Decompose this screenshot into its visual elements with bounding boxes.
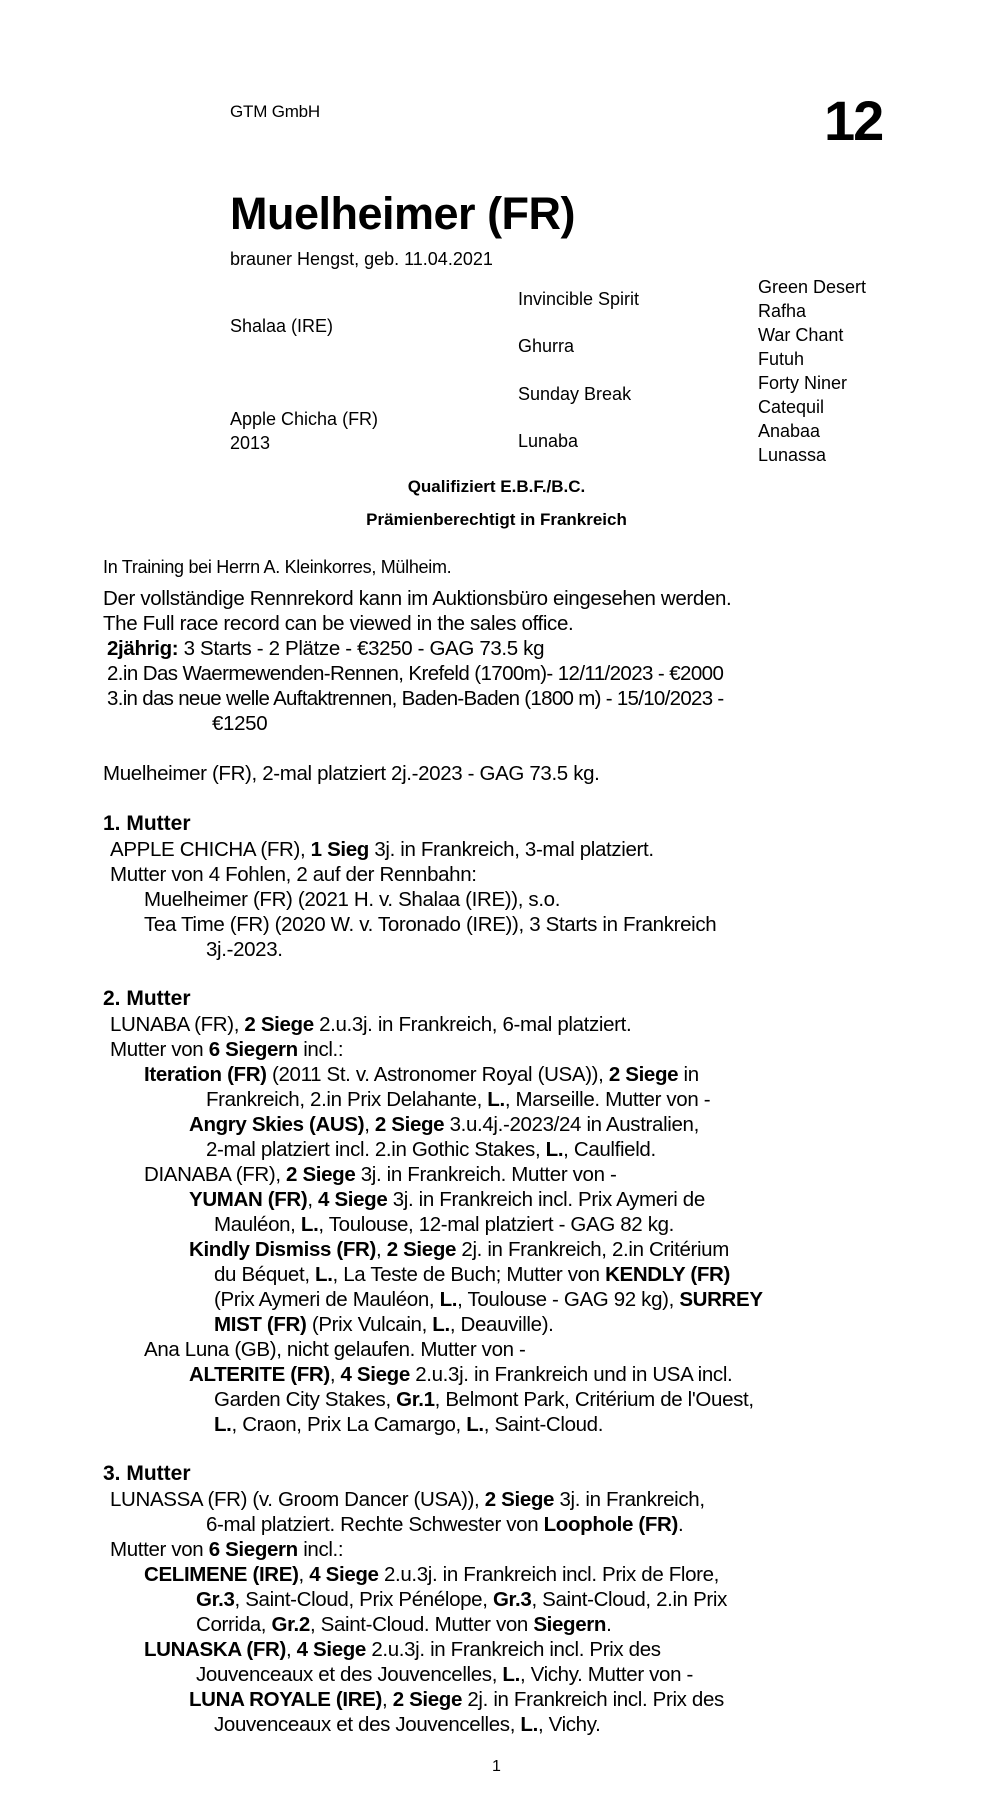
text-run: 2j. in Frankreich incl. Prix des	[462, 1688, 724, 1711]
bold-text-run: L.	[502, 1663, 520, 1686]
pedigree-text-line	[144, 1338, 526, 1362]
pedigree-text-line	[189, 1688, 724, 1712]
bold-text-run: 2 Siege	[374, 1113, 445, 1136]
text-run: ,	[285, 1638, 297, 1661]
pedigree-great-grandparent: Anabaa	[758, 421, 821, 441]
text-run: Ana Luna (GB), nicht gelaufen. Mutter von -	[144, 1338, 526, 1361]
pedigree-great-grandparent: Catequil	[758, 397, 825, 417]
text-run: ,	[298, 1563, 310, 1586]
text-run: ,	[376, 1238, 387, 1261]
pedigree-text-line	[214, 1313, 554, 1337]
text-run: incl.:	[297, 1038, 344, 1061]
pedigree-text-line	[189, 1188, 705, 1212]
text-run: Jouvenceaux et des Jouvencelles,	[214, 1713, 521, 1736]
bold-text-run: LUNASKA (FR)	[144, 1638, 286, 1661]
pedigree-text-line	[206, 1513, 683, 1537]
pedigree-text-line	[144, 1638, 661, 1662]
text-run: Mauléon,	[214, 1213, 301, 1236]
text-run: 2j. in Frankreich, 2.in Critérium	[456, 1238, 729, 1261]
bold-text-run: Siegern	[533, 1613, 607, 1636]
pedigree-great-grandparent: Futuh	[758, 349, 805, 369]
pedigree-text-line	[206, 1138, 656, 1162]
section-heading: 3. Mutter	[103, 1462, 191, 1485]
text-run: LUNASSA (FR) (v. Groom Dancer (USA)),	[110, 1488, 485, 1511]
text-run: , Saint-Cloud. Mutter von	[309, 1613, 534, 1636]
bold-text-run: 2 Siege	[286, 1163, 356, 1186]
pedigree-text-line	[214, 1413, 603, 1437]
qualification-premium: Prämienberechtigt in Frankreich	[366, 510, 627, 529]
bold-text-run: L.	[214, 1413, 232, 1436]
text-run: APPLE CHICHA (FR),	[110, 838, 311, 861]
pedigree-great-grandparent: Green Desert	[758, 277, 867, 297]
pedigree-great-grandparents	[758, 275, 866, 467]
race-result-continued: €1250	[212, 712, 268, 735]
text-run: , Caulfield.	[563, 1138, 656, 1161]
text-run: LUNABA (FR),	[110, 1013, 245, 1036]
bold-text-run: L.	[432, 1313, 450, 1336]
text-run: 3.u.4j.-2023/24 in Australien,	[444, 1113, 699, 1136]
text-run: , Saint-Cloud, Prix Pénélope,	[234, 1588, 493, 1611]
bold-text-run: 2 Siege	[244, 1013, 314, 1036]
text-run: ,	[364, 1113, 375, 1136]
text-run: 3j. in Frankreich,	[554, 1488, 705, 1511]
text-run: , Saint-Cloud.	[483, 1413, 604, 1436]
text-run: in	[678, 1063, 699, 1086]
bold-text-run: L.	[520, 1713, 538, 1736]
bold-text-run: Gr.2	[271, 1613, 310, 1636]
bold-text-run: L.	[487, 1088, 505, 1111]
pedigree-grandparent: Sunday Break	[518, 384, 632, 404]
race-record-notice-en: The Full race record can be viewed in the sales office.	[103, 612, 574, 635]
text-run: Garden City Stakes,	[214, 1388, 397, 1411]
text-run: , Marseille. Mutter von -	[504, 1088, 711, 1111]
bold-text-run: L.	[545, 1138, 564, 1161]
bold-text-run: L.	[315, 1263, 333, 1286]
text-run: Tea Time (FR) (2020 W. v. Toronado (IRE)), 3 Starts in Frankreich	[144, 913, 717, 936]
bold-text-run: ALTERITE (FR)	[189, 1363, 330, 1386]
pedigree-text-line	[196, 1663, 693, 1687]
pedigree-text-line	[110, 838, 654, 862]
text-run: Frankreich, 2.in Prix Delahante,	[206, 1088, 488, 1111]
bold-text-run: Gr.3	[196, 1588, 235, 1611]
bold-text-run: 2 Siege	[484, 1488, 555, 1511]
text-run: Mutter von	[110, 1538, 209, 1561]
pedigree-great-grandparent: War Chant	[758, 325, 844, 345]
bold-text-run: LUNA ROYALE (IRE)	[189, 1688, 382, 1711]
text-run: .	[606, 1613, 612, 1636]
bold-text-run: 4 Siege	[309, 1563, 379, 1586]
bold-text-run: L.	[439, 1288, 458, 1311]
section-heading: 1. Mutter	[103, 812, 191, 835]
pedigree-text-line	[110, 1013, 631, 1037]
pedigree-dam-year: 2013	[230, 433, 271, 453]
pedigree-text-line	[214, 1213, 674, 1237]
consignor-name: GTM GmbH	[230, 102, 321, 121]
lot-number: 12	[824, 89, 883, 152]
text-run: 6-mal platziert. Rechte Schwester von	[206, 1513, 544, 1536]
text-run: Mutter von 4 Fohlen, 2 auf der Rennbahn:	[110, 863, 477, 886]
text-run: 3j. in Frankreich, 3-mal platziert.	[368, 838, 654, 861]
bold-text-run: MIST (FR)	[214, 1313, 307, 1336]
text-run: , Toulouse - GAG 92 kg),	[457, 1288, 680, 1311]
pedigree-text-line	[144, 1563, 719, 1587]
bold-text-run: 2 Siege	[392, 1688, 463, 1711]
pedigree-text-line	[206, 938, 283, 962]
pedigree-text-line	[214, 1388, 754, 1412]
text-run: , Deauville).	[449, 1313, 554, 1336]
pedigree-text-line	[144, 1163, 616, 1187]
pedigree-text-line	[110, 1538, 343, 1562]
pedigree-great-grandparent: Rafha	[758, 301, 807, 321]
bold-text-run: Iteration (FR)	[144, 1063, 267, 1086]
pedigree-grandparent: Ghurra	[518, 336, 575, 356]
text-run: , Belmont Park, Critérium de l'Ouest,	[434, 1388, 754, 1411]
section-heading: 2. Mutter	[103, 987, 191, 1010]
pedigree-text-line	[110, 863, 477, 887]
text-run: 2.u.3j. in Frankreich incl. Prix de Flore,	[378, 1563, 720, 1586]
text-run: (Prix Vulcain,	[306, 1313, 433, 1336]
bold-text-run: 1 Sieg	[310, 838, 369, 861]
text-run: 2.u.3j. in Frankreich, 6-mal platziert.	[313, 1013, 632, 1036]
pedigree-text-line	[214, 1288, 763, 1312]
horse-description: brauner Hengst, geb. 11.04.2021	[230, 249, 493, 269]
pedigree-text-line	[110, 1038, 343, 1062]
race-summary-label: 2jährig:	[107, 637, 179, 660]
race-record-notice-de: Der vollständige Rennrekord kann im Auktionsbüro eingesehen werden.	[103, 587, 732, 610]
bold-text-run: 6 Siegern	[208, 1038, 298, 1061]
text-run: 3j. in Frankreich. Mutter von -	[355, 1163, 617, 1186]
bold-text-run: Loophole (FR)	[543, 1513, 678, 1536]
text-run: , Craon, Prix La Camargo,	[231, 1413, 467, 1436]
pedigree-text-line	[144, 888, 560, 912]
pedigree-text-line	[214, 1713, 600, 1737]
bold-text-run: 2 Siege	[608, 1063, 679, 1086]
text-run: , La Teste de Buch; Mutter von	[332, 1263, 606, 1286]
pedigree-grandparent: Lunaba	[518, 431, 579, 451]
page-number: 1	[492, 1758, 501, 1775]
text-run: du Béquet,	[214, 1263, 316, 1286]
horse-name: Muelheimer (FR)	[230, 188, 576, 239]
text-run: ,	[307, 1188, 319, 1211]
bold-text-run: Gr.1	[396, 1388, 435, 1411]
text-run: , Vichy.	[537, 1713, 601, 1736]
bold-text-run: 4 Siege	[296, 1638, 366, 1661]
text-run: 3j. in Frankreich incl. Prix Aymeri de	[387, 1188, 705, 1211]
bold-text-run: 4 Siege	[318, 1188, 388, 1211]
text-run: Corrida,	[196, 1613, 272, 1636]
pedigree-text-line	[110, 1488, 705, 1512]
bold-text-run: 2 Siege	[386, 1238, 457, 1261]
bold-text-run: L.	[300, 1213, 319, 1236]
text-run: 2.u.3j. in Frankreich incl. Prix des	[365, 1638, 661, 1661]
summary-line: Muelheimer (FR), 2-mal platziert 2j.-2023 - GAG 73.5 kg.	[103, 762, 600, 785]
pedigree-text-line	[144, 913, 716, 937]
text-run: (Prix Aymeri de Mauléon,	[214, 1288, 440, 1311]
text-run: (2011 St. v. Astronomer Royal (USA)),	[266, 1063, 609, 1086]
pedigree-dam: Apple Chicha (FR)	[230, 409, 379, 429]
pedigree-text-line	[189, 1363, 732, 1387]
pedigree-great-grandparent: Lunassa	[758, 445, 827, 465]
pedigree-text-line	[214, 1263, 730, 1287]
race-result: 2.in Das Waermewenden-Rennen, Krefeld (1700m)- 12/11/2023 - €2000	[107, 662, 724, 685]
bold-text-run: Gr.3	[492, 1588, 532, 1611]
text-run: , Saint-Cloud, 2.in Prix	[531, 1588, 727, 1611]
text-run: 2.u.3j. in Frankreich und in USA incl.	[409, 1363, 733, 1386]
bold-text-run: L.	[466, 1413, 484, 1436]
text-run: 2-mal platziert incl. 2.in Gothic Stakes,	[206, 1138, 546, 1161]
pedigree-text-line	[189, 1113, 699, 1137]
race-summary-text: 3 Starts - 2 Plätze - €3250 - GAG 73.5 kg	[178, 637, 545, 660]
bold-text-run: SURREY	[679, 1288, 763, 1311]
text-run: Mutter von	[110, 1038, 209, 1061]
bold-text-run: KENDLY (FR)	[605, 1263, 730, 1286]
race-summary	[107, 637, 544, 661]
pedigree-sire: Shalaa (IRE)	[230, 316, 334, 336]
training-info: In Training bei Herrn A. Kleinkorres, Mülheim.	[103, 557, 452, 577]
text-run: DIANABA (FR),	[144, 1163, 287, 1186]
bold-text-run: Angry Skies (AUS)	[189, 1113, 365, 1136]
text-run: Muelheimer (FR) (2021 H. v. Shalaa (IRE)), s.o.	[144, 888, 561, 911]
text-run: ,	[329, 1363, 341, 1386]
bold-text-run: Kindly Dismiss (FR)	[189, 1238, 376, 1261]
pedigree-text-line	[189, 1238, 729, 1262]
bold-text-run: 4 Siege	[340, 1363, 410, 1386]
pedigree-text-line	[196, 1588, 727, 1612]
pedigree-text-line	[196, 1613, 611, 1637]
pedigree-text-line	[206, 1088, 710, 1112]
text-run: ,	[381, 1688, 393, 1711]
qualification-ebf: Qualifiziert E.B.F./B.C.	[407, 477, 586, 496]
pedigree-text-line	[144, 1063, 699, 1087]
race-result: 3.in das neue welle Auftaktrennen, Baden-Baden (1800 m) - 15/10/2023 -	[107, 687, 724, 710]
text-run: , Toulouse, 12-mal platziert - GAG 82 kg.	[318, 1213, 675, 1236]
text-run: incl.:	[297, 1538, 344, 1561]
bold-text-run: CELIMENE (IRE)	[144, 1563, 299, 1586]
text-run: Jouvenceaux et des Jouvencelles,	[196, 1663, 503, 1686]
text-run: .	[677, 1513, 684, 1536]
pedigree-grandparent: Invincible Spirit	[518, 289, 640, 309]
pedigree-great-grandparent: Forty Niner	[758, 373, 848, 393]
text-run: 3j.-2023.	[206, 938, 283, 961]
text-run: , Vichy. Mutter von -	[519, 1663, 693, 1686]
bold-text-run: 6 Siegern	[208, 1538, 298, 1561]
bold-text-run: YUMAN (FR)	[189, 1188, 308, 1211]
